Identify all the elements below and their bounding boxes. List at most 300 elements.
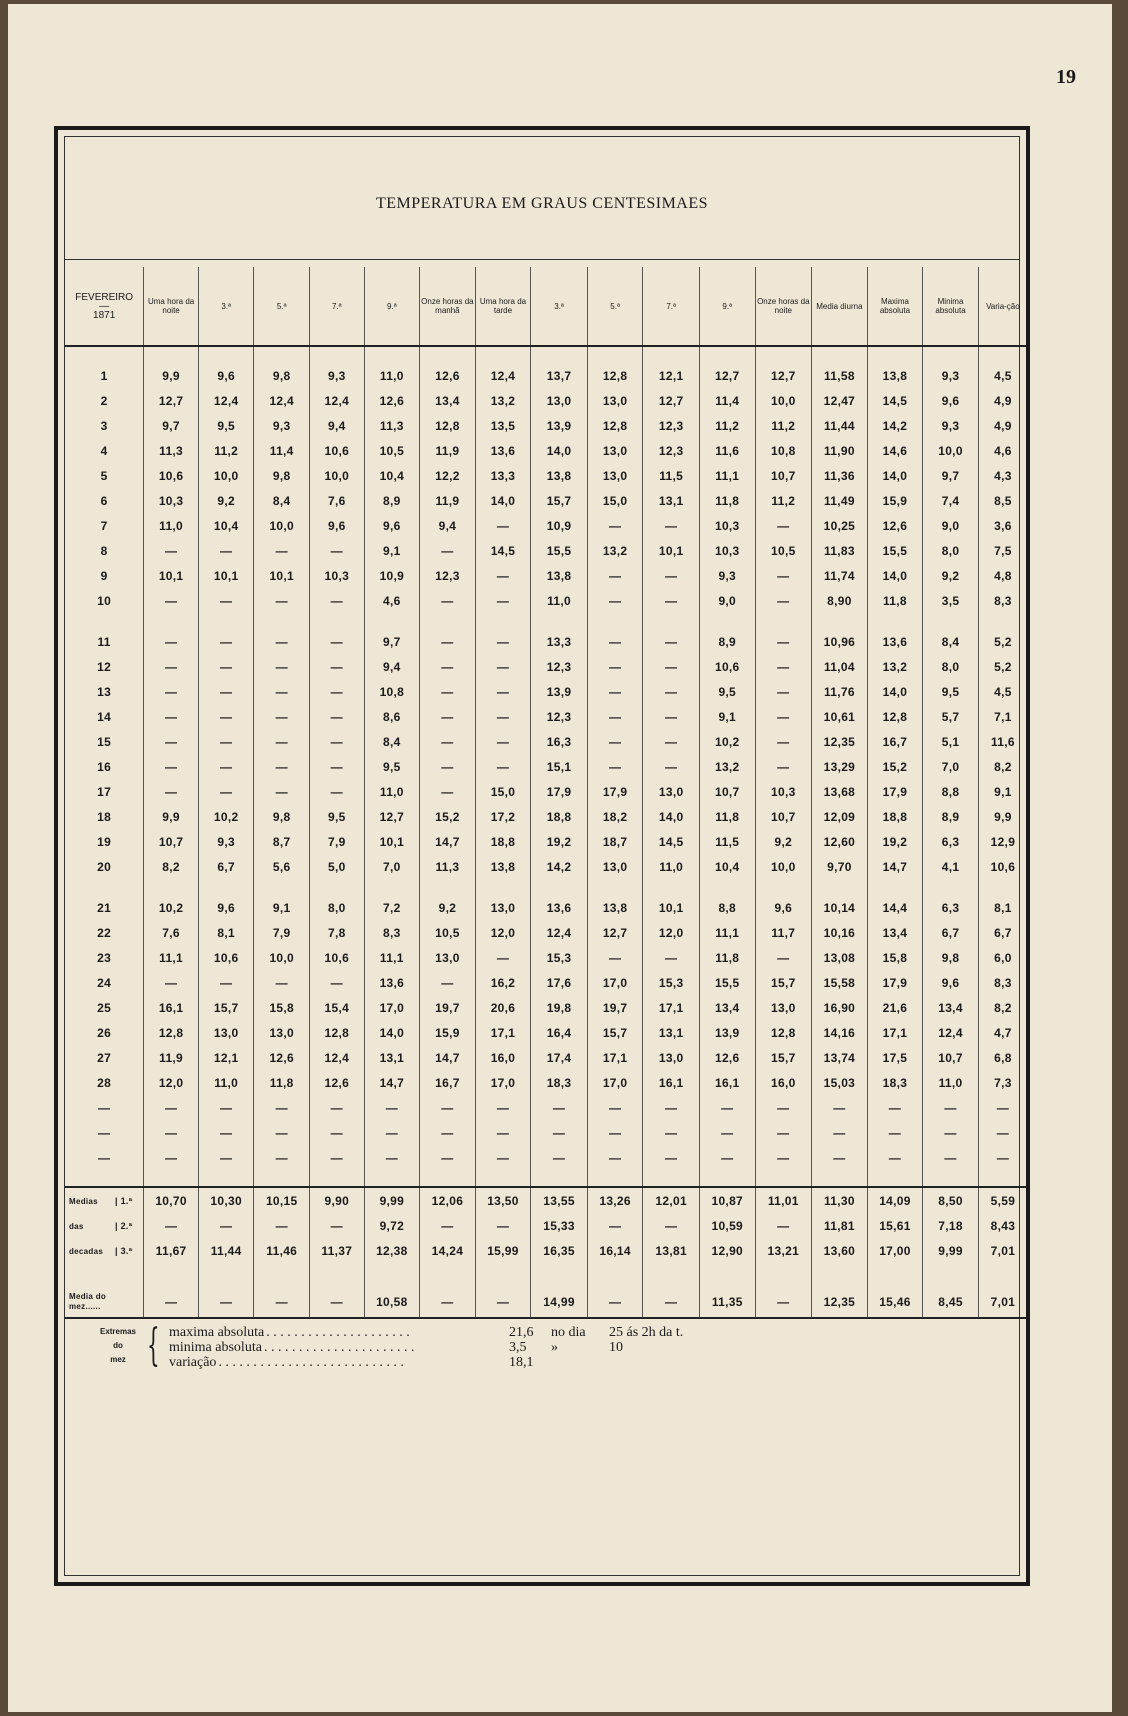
value-cell: — [364,1120,420,1145]
mean-value-cell: 13,21 [755,1238,812,1263]
table-row [65,804,1027,829]
header-month [65,267,144,346]
value-cell: 14,6 [867,438,923,463]
value-cell: 12,6 [420,363,476,388]
mean-value-cell: 13,26 [587,1187,643,1213]
header-year: 1871 [93,309,116,321]
value-cell: 7,0 [923,754,979,779]
value-cell: 10,0 [310,463,365,488]
mean-value-cell: 9,99 [364,1187,420,1213]
value-cell: — [475,945,531,970]
gap-cell [699,1263,755,1287]
value-cell: 16,1 [144,995,199,1020]
value-cell: 9,3 [699,563,755,588]
gap-cell [699,1170,755,1187]
value-cell: 8,9 [699,629,755,654]
means-label-word: Medias [69,1196,98,1206]
day-cell: 28 [97,1075,112,1090]
table-row [65,1120,1027,1145]
mean-value-cell: 7,01 [978,1238,1027,1263]
gap-cell [978,613,1027,629]
value-cell: 7,4 [923,488,979,513]
value-cell: 9,9 [144,804,199,829]
value-cell: 14,0 [867,463,923,488]
day-cell: 24 [97,975,112,990]
value-cell: 15,03 [812,1070,868,1095]
value-cell: 14,7 [364,1070,420,1095]
value-cell: 13,0 [475,895,531,920]
value-cell: 13,1 [364,1045,420,1070]
gap-cell [812,1263,868,1287]
gap-cell [755,1170,812,1187]
mean-value-cell: 12,06 [420,1187,476,1213]
mean-value-cell: 15,99 [475,1238,531,1263]
value-cell: 15,5 [531,538,588,563]
value-cell: 19,2 [531,829,588,854]
value-cell: 12,7 [755,363,812,388]
gap-cell [923,1263,979,1287]
value-cell: 10,0 [254,513,310,538]
value-cell: — [587,588,643,613]
value-cell: 9,0 [923,513,979,538]
title-divider [65,259,1019,260]
value-cell: — [475,1095,531,1120]
value-cell: 17,0 [587,1070,643,1095]
value-cell: — [587,513,643,538]
value-cell: 9,8 [254,804,310,829]
day-cell: 9 [100,568,108,583]
value-cell: 8,3 [978,970,1027,995]
value-cell: 14,0 [643,804,700,829]
value-cell: 9,1 [978,779,1027,804]
value-cell: 3,6 [978,513,1027,538]
value-cell: 10,0 [254,945,310,970]
value-cell: — [144,1120,199,1145]
value-cell: — [144,629,199,654]
gap-cell [531,1170,588,1187]
value-cell: 13,2 [475,388,531,413]
value-cell: 9,1 [254,895,310,920]
value-cell: 17,5 [867,1045,923,1070]
value-cell: 11,2 [198,438,254,463]
value-cell: 13,4 [923,995,979,1020]
month-mean-value: 10,58 [364,1287,420,1318]
day-cell: 21 [97,900,112,915]
value-cell: 4,1 [923,854,979,879]
value-cell: 18,8 [531,804,588,829]
value-cell: — [144,1145,199,1170]
mean-value-cell: 13,55 [531,1187,588,1213]
value-cell: — [643,563,700,588]
table-row [65,463,1027,488]
extreme-leader-dots: . . . . . . . . . . . . . . . . . . . . . . [263,1340,415,1355]
mean-value-cell: 13,60 [812,1238,868,1263]
value-cell: 9,7 [144,413,199,438]
value-cell: 12,60 [812,829,868,854]
value-cell: 10,8 [364,679,420,704]
value-cell: 9,1 [364,538,420,563]
value-cell: 11,6 [978,729,1027,754]
gap-cell [699,613,755,629]
extreme-label: maxima absoluta [169,1325,265,1340]
header-col: Onze horas da noite [755,267,812,346]
value-cell: — [475,588,531,613]
value-cell: 11,0 [364,779,420,804]
day-cell: 2 [100,393,108,408]
value-cell: 10,5 [364,438,420,463]
value-cell: — [475,1145,531,1170]
value-cell: 12,1 [643,363,700,388]
value-cell: — [531,1145,588,1170]
value-cell: 11,1 [699,463,755,488]
header-col: 5.ª [587,267,643,346]
value-cell: 12,4 [254,388,310,413]
value-cell: — [310,754,365,779]
gap-cell [65,1263,144,1287]
gap-cell [587,1263,643,1287]
gap-cell [198,1263,254,1287]
header-row [65,267,1027,346]
day-cell: 27 [97,1050,112,1065]
table-row [65,538,1027,563]
value-cell: 9,2 [755,829,812,854]
value-cell: 6,7 [198,854,254,879]
value-cell: — [310,779,365,804]
value-cell: 9,0 [699,588,755,613]
decade-mean-row [65,1187,1027,1213]
page-number: 19 [1056,66,1076,88]
value-cell: 13,0 [587,463,643,488]
decade-mean-row [65,1238,1027,1263]
mean-value-cell: 12,01 [643,1187,700,1213]
value-cell: — [643,754,700,779]
value-cell: 10,0 [755,854,812,879]
value-cell: 15,3 [643,970,700,995]
value-cell: 16,3 [531,729,588,754]
value-cell: 10,1 [643,538,700,563]
value-cell: — [420,1095,476,1120]
mean-value-cell: 17,00 [867,1238,923,1263]
value-cell: 6,3 [923,829,979,854]
month-mean-label [65,1287,144,1318]
gap-cell [978,879,1027,895]
value-cell: 17,4 [531,1045,588,1070]
header-col: 7.ª [310,267,365,346]
value-cell: — [978,1095,1027,1120]
value-cell: — [310,729,365,754]
value-cell: 9,9 [978,804,1027,829]
value-cell: 10,7 [755,463,812,488]
value-cell: 17,0 [587,970,643,995]
value-cell: 13,0 [254,1020,310,1045]
header-col: Uma hora da tarde [475,267,531,346]
value-cell: 14,5 [643,829,700,854]
gap-cell [475,613,531,629]
gap-cell [923,346,979,363]
value-cell: 17,1 [475,1020,531,1045]
mean-value-cell: 5,59 [978,1187,1027,1213]
extreme-row [169,1325,684,1341]
value-cell: 9,4 [420,513,476,538]
value-cell: — [310,654,365,679]
value-cell: 9,5 [310,804,365,829]
value-cell: 5,2 [978,629,1027,654]
value-cell: — [254,970,310,995]
value-cell: — [310,1145,365,1170]
value-cell: 7,8 [310,920,365,945]
decade-mean-label: das | 2.ª [69,1220,133,1231]
gap-cell [867,879,923,895]
value-cell: 10,6 [699,654,755,679]
value-cell: 16,0 [475,1045,531,1070]
month-mean-value: 14,99 [531,1287,588,1318]
value-cell: — [144,729,199,754]
gap-cell [699,346,755,363]
gap-cell [755,613,812,629]
value-cell: — [475,563,531,588]
value-cell: 14,7 [867,854,923,879]
value-cell: 11,4 [254,438,310,463]
value-cell: 13,08 [812,945,868,970]
table-row [65,1095,1027,1120]
table-inner [64,136,1020,1576]
value-cell: — [198,1095,254,1120]
value-cell: — [755,588,812,613]
value-cell: — [643,679,700,704]
value-cell: 15,7 [531,488,588,513]
value-cell: 11,3 [144,438,199,463]
value-cell: 13,2 [587,538,643,563]
value-cell: 15,4 [310,995,365,1020]
gap-cell [310,613,365,629]
decade-gap [65,613,1027,629]
value-cell: 13,0 [643,779,700,804]
value-cell: — [144,779,199,804]
day-cell: 6 [100,493,108,508]
value-cell: — [254,704,310,729]
value-cell: 9,6 [923,388,979,413]
value-cell: 14,5 [867,388,923,413]
value-cell: 12,2 [420,463,476,488]
header-col: Minima absoluta [923,267,979,346]
gap-cell [475,879,531,895]
value-cell: 7,0 [364,854,420,879]
value-cell: 18,8 [475,829,531,854]
value-cell: — [310,970,365,995]
value-cell: 12,09 [812,804,868,829]
value-cell: 12,3 [531,704,588,729]
value-cell: 13,6 [531,895,588,920]
value-cell: 5,1 [923,729,979,754]
value-cell: 15,0 [587,488,643,513]
value-cell: — [812,1120,868,1145]
value-cell: 6,0 [978,945,1027,970]
value-cell: — [198,654,254,679]
mean-value-cell: 10,15 [254,1187,310,1213]
value-cell: 5,6 [254,854,310,879]
value-cell: — [198,754,254,779]
value-cell: 12,8 [587,363,643,388]
value-cell: — [643,1120,700,1145]
day-cell: 10 [97,593,112,608]
value-cell: — [420,629,476,654]
value-cell: — [254,654,310,679]
gap-cell [198,1170,254,1187]
value-cell: 15,8 [254,995,310,1020]
value-cell: 11,90 [812,438,868,463]
value-cell: 11,1 [364,945,420,970]
value-cell: 11,76 [812,679,868,704]
value-cell: — [198,629,254,654]
value-cell: 12,7 [144,388,199,413]
value-cell: — [699,1120,755,1145]
page [8,4,1112,1712]
day-cell: 18 [97,809,112,824]
day-cell: 25 [97,1000,112,1015]
value-cell: — [144,538,199,563]
value-cell: 10,6 [978,854,1027,879]
value-cell: 13,74 [812,1045,868,1070]
value-cell: 13,0 [643,1045,700,1070]
value-cell: 8,9 [923,804,979,829]
value-cell: 9,5 [923,679,979,704]
gap-cell [978,1318,1027,1329]
value-cell: 9,6 [198,895,254,920]
value-cell: — [923,1120,979,1145]
value-cell: — [978,1145,1027,1170]
table-row [65,679,1027,704]
value-cell: 8,8 [699,895,755,920]
value-cell: 13,68 [812,779,868,804]
value-cell: 12,8 [144,1020,199,1045]
day-cell: 20 [97,859,112,874]
value-cell: — [310,588,365,613]
header-col: 7.ª [643,267,700,346]
value-cell: 8,90 [812,588,868,613]
value-cell: 14,5 [475,538,531,563]
value-cell: — [867,1120,923,1145]
value-cell: 13,0 [420,945,476,970]
value-cell: — [364,1145,420,1170]
value-cell: 10,5 [420,920,476,945]
value-cell: 12,0 [475,920,531,945]
value-cell: 16,7 [867,729,923,754]
value-cell: 11,0 [364,363,420,388]
gap-cell [65,613,144,629]
table-body [65,346,1027,1329]
gap-cell [364,613,420,629]
value-cell: — [531,1095,588,1120]
value-cell: — [310,1120,365,1145]
value-cell: 9,8 [923,945,979,970]
value-cell: — [254,1120,310,1145]
table-row [65,945,1027,970]
value-cell: 13,0 [198,1020,254,1045]
value-cell: — [755,679,812,704]
value-cell: — [923,1095,979,1120]
value-cell: — [198,588,254,613]
value-cell: 11,3 [364,413,420,438]
value-cell: 12,4 [923,1020,979,1045]
extremes-label-line: mez [110,1355,126,1364]
value-cell: 16,1 [643,1070,700,1095]
value-cell: 17,1 [587,1045,643,1070]
value-cell: 9,4 [364,654,420,679]
mean-value-cell: — [755,1213,812,1238]
value-cell: 11,8 [254,1070,310,1095]
value-cell: 17,0 [364,995,420,1020]
gap-cell [254,346,310,363]
gap-cell [923,613,979,629]
value-cell: — [364,1095,420,1120]
table-row [65,779,1027,804]
value-cell: 8,2 [978,995,1027,1020]
gap-cell [643,346,700,363]
mean-value-cell: — [587,1213,643,1238]
header-col: Onze horas da manhã [420,267,476,346]
mean-value-cell: 13,50 [475,1187,531,1213]
gap-cell [923,1318,979,1329]
mean-value-cell: 9,72 [364,1213,420,1238]
gap-cell [978,346,1027,363]
value-cell: 9,1 [699,704,755,729]
value-cell: 9,7 [923,463,979,488]
value-cell: — [755,945,812,970]
value-cell: 12,0 [643,920,700,945]
table-row [65,895,1027,920]
header-col: Varia-ção [978,267,1027,346]
value-cell: 11,44 [812,413,868,438]
value-cell: 8,1 [978,895,1027,920]
value-cell: 8,9 [364,488,420,513]
value-cell: 10,6 [310,438,365,463]
value-cell: 6,8 [978,1045,1027,1070]
value-cell: 9,3 [923,413,979,438]
value-cell: 12,8 [587,413,643,438]
value-cell: 21,6 [867,995,923,1020]
value-cell: 11,1 [144,945,199,970]
month-mean-value: — [643,1287,700,1318]
mean-value-cell: 11,01 [755,1187,812,1213]
extremes-label [91,1325,145,1367]
gap-cell [587,613,643,629]
table-row [65,729,1027,754]
value-cell: — [587,729,643,754]
header-col: 9.ª [699,267,755,346]
value-cell: 13,6 [364,970,420,995]
value-cell: 14,16 [812,1020,868,1045]
gap-cell [867,346,923,363]
gap-cell [643,879,700,895]
value-cell: 12,7 [587,920,643,945]
value-cell: 9,9 [144,363,199,388]
mean-value-cell: — [198,1213,254,1238]
value-cell: — [310,704,365,729]
value-cell: — [254,1095,310,1120]
value-cell: 4,5 [978,679,1027,704]
value-cell: 11,9 [420,438,476,463]
value-cell: 20,6 [475,995,531,1020]
value-cell: 9,6 [310,513,365,538]
mean-value-cell: 8,50 [923,1187,979,1213]
value-cell: 10,1 [364,829,420,854]
value-cell: 15,1 [531,754,588,779]
decade-number: 3.ª [120,1245,133,1256]
value-cell: 12,6 [310,1070,365,1095]
value-cell: 14,0 [475,488,531,513]
gap-cell [643,1170,700,1187]
mean-value-cell: 16,35 [531,1238,588,1263]
